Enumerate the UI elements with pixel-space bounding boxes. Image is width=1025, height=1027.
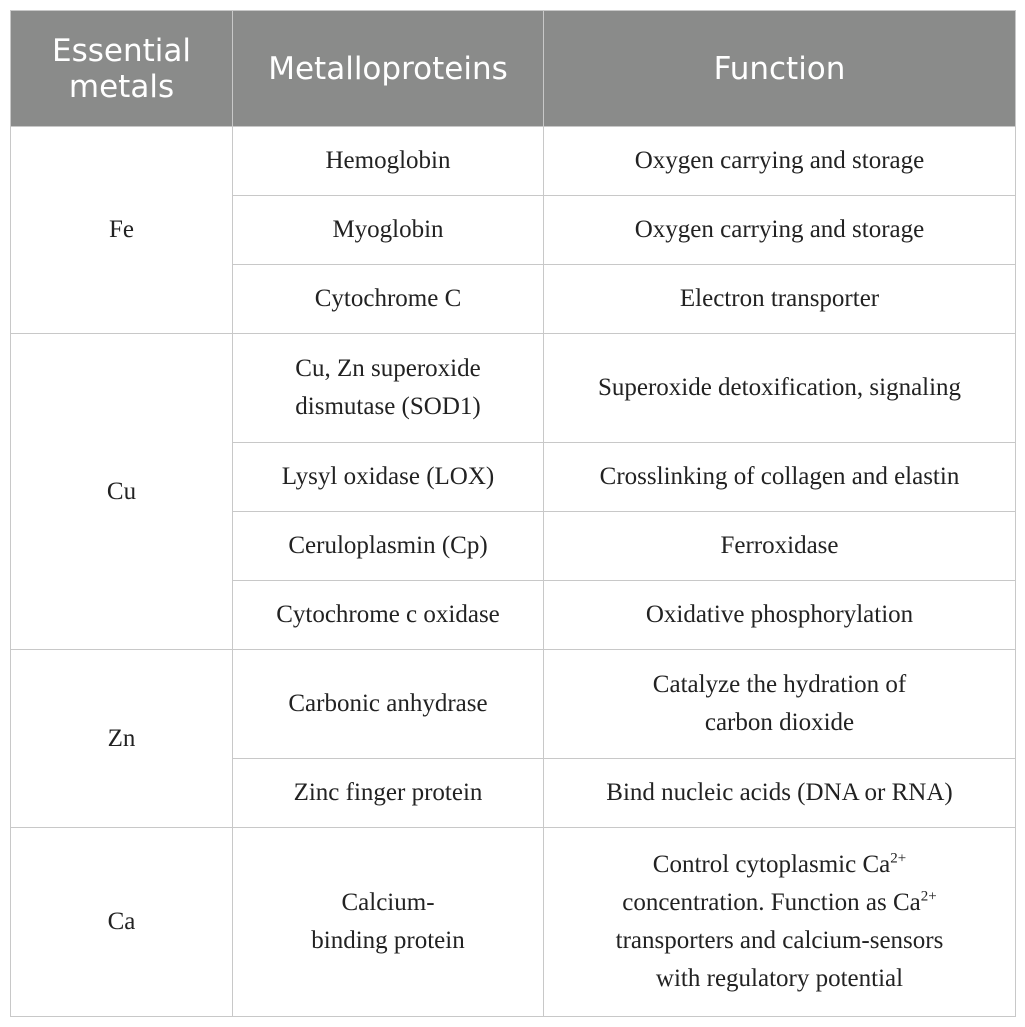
- protein-cell: Carbonic anhydrase: [233, 650, 544, 759]
- header-function: Function: [544, 11, 1016, 127]
- metal-cell-cu: Cu: [11, 334, 233, 650]
- superscript: 2+: [920, 888, 937, 905]
- function-cell: Ferroxidase: [544, 512, 1016, 581]
- protein-line: Cu, Zn superoxide: [295, 355, 481, 382]
- function-cell: Crosslinking of collagen and elastin: [544, 443, 1016, 512]
- function-line: Control cytoplasmic Ca: [652, 851, 891, 878]
- function-cell: Oxygen carrying and storage: [544, 127, 1016, 196]
- function-line: carbon dioxide: [704, 709, 855, 736]
- protein-cell: Myoglobin: [233, 196, 544, 265]
- protein-line: binding protein: [311, 927, 465, 954]
- protein-cell: Hemoglobin: [233, 127, 544, 196]
- function-line: Catalyze the hydration of: [652, 671, 907, 698]
- protein-cell: [233, 828, 544, 1017]
- function-cell: Oxygen carrying and storage: [544, 196, 1016, 265]
- protein-cell: Lysyl oxidase (LOX): [233, 443, 544, 512]
- header-essential-metals: [11, 11, 233, 127]
- metal-cell-ca: Ca: [11, 828, 233, 1017]
- function-cell: [544, 650, 1016, 759]
- header-row: [11, 11, 1016, 127]
- function-cell: [544, 828, 1016, 1017]
- function-cell: Oxidative phosphorylation: [544, 581, 1016, 650]
- function-cell: Bind nucleic acids (DNA or RNA): [544, 759, 1016, 828]
- table-row: [11, 334, 1016, 443]
- protein-cell: [233, 334, 544, 443]
- metal-cell-zn: Zn: [11, 650, 233, 828]
- metalloprotein-table: [10, 10, 1016, 1017]
- table-row: [11, 650, 1016, 759]
- function-line: with regulatory potential: [655, 965, 904, 992]
- table-row: [11, 127, 1016, 196]
- metal-cell-fe: Fe: [11, 127, 233, 334]
- protein-cell: Zinc finger protein: [233, 759, 544, 828]
- protein-line: Calcium-: [341, 889, 435, 916]
- header-col1-line2: metals: [68, 68, 175, 105]
- table-row: [11, 828, 1016, 1017]
- function-line: transporters and calcium-sensors: [615, 927, 944, 954]
- function-cell: Superoxide detoxification, signaling: [544, 334, 1016, 443]
- header-col1-line1: Essential: [52, 32, 191, 69]
- header-metalloproteins: Metalloproteins: [233, 11, 544, 127]
- protein-cell: Cytochrome C: [233, 265, 544, 334]
- function-cell: Electron transporter: [544, 265, 1016, 334]
- superscript: 2+: [890, 850, 907, 867]
- protein-cell: Ceruloplasmin (Cp): [233, 512, 544, 581]
- protein-line: dismutase (SOD1): [295, 393, 481, 420]
- function-line: concentration. Function as Ca: [622, 889, 921, 916]
- protein-cell: Cytochrome c oxidase: [233, 581, 544, 650]
